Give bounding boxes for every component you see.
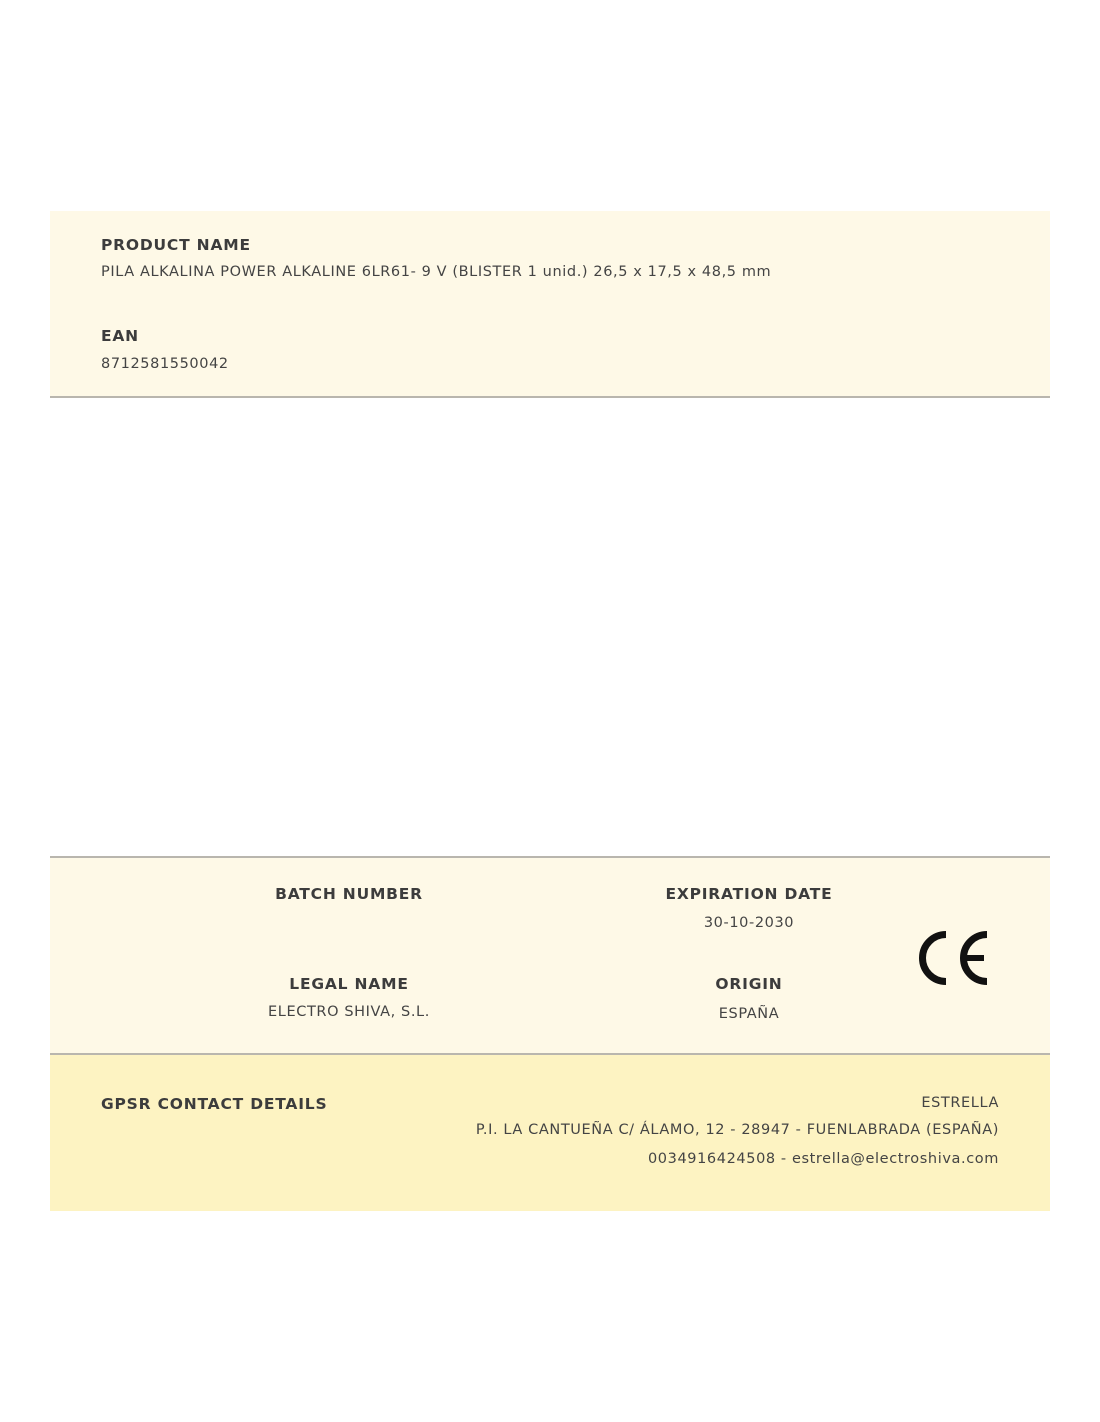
batch-number-label: BATCH NUMBER	[275, 885, 423, 903]
gpsr-address: P.I. LA CANTUEÑA C/ ÁLAMO, 12 - 28947 - FUENLABRADA (ESPAÑA)	[475, 1122, 999, 1138]
product-info-panel	[50, 211, 1050, 398]
product-details-panel	[50, 856, 1050, 1055]
legal-name-label: LEGAL NAME	[289, 975, 409, 993]
ce-mark-icon	[908, 928, 992, 988]
origin-label: ORIGIN	[715, 975, 783, 993]
expiration-date-label: EXPIRATION DATE	[665, 885, 833, 903]
gpsr-contact-label: GPSR CONTACT DETAILS	[101, 1095, 328, 1113]
ean-value: 8712581550042	[101, 356, 229, 372]
gpsr-phone-email: 0034916424508 - estrella@electroshiva.com	[647, 1151, 999, 1167]
expiration-date-value: 30-10-2030	[703, 915, 795, 931]
gpsr-contact-panel	[50, 1055, 1050, 1211]
legal-name-value: ELECTRO SHIVA, S.L.	[268, 1004, 430, 1020]
product-name-value: PILA ALKALINA POWER ALKALINE 6LR61- 9 V (BLISTER 1 unid.) 26,5 x 17,5 x 48,5 mm	[101, 264, 772, 280]
product-name-label: PRODUCT NAME	[101, 236, 251, 254]
gpsr-company-name: ESTRELLA	[921, 1095, 999, 1111]
origin-value: ESPAÑA	[718, 1006, 780, 1022]
ean-label: EAN	[101, 327, 139, 345]
